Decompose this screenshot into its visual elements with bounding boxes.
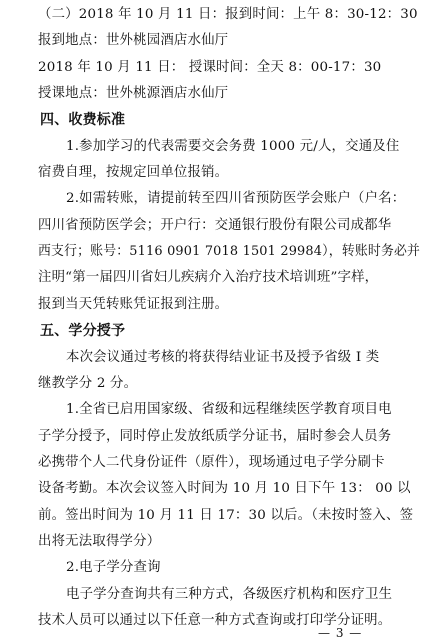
text-line: 子学分授予，同时停止发放纸质学分证书，届时参会人员务 [38,428,392,444]
subsection-heading-credit-query: 2.电子学分查询 [66,560,161,576]
section-heading-fees: 四、收费标准 [40,112,126,129]
text-line: 继教学分 2 分。 [38,375,138,391]
text-line: 出将无法取得学分） [38,533,161,549]
text-line: 本次会议通过考核的将获得结业证书及授予省级 I 类 [66,349,380,365]
text-line: （二）2018 年 10 月 11 日：报到时间：上午 8：30-12：30 [38,7,418,22]
text-line: 必携带个人二代身份证件（原件），现场通过电子学分刷卡 [38,454,385,470]
text-line: 注明“第一届四川省妇儿疾病介入治疗技术培训班”字样， [38,270,379,286]
text-line: 电子学分查询共有三种方式，各级医疗机构和医疗卫生 [66,586,393,602]
text-line: 报到地点：世外桃园酒店水仙厅 [38,33,229,49]
page-number: — 3 — [318,626,363,640]
text-line: 1.全省已启用国家级、省级和远程继续医学教育项目电 [66,402,392,418]
text-line: 2018 年 10 月 11 日： 授课时间：全天 8：00-17：30 [38,59,382,75]
text-line: 技术人员可以通过以下任意一种方式查询或打印学分证明。 [38,613,392,628]
text-line: 四川省预防医学会；开户行：交通银行股份有限公司成都华 [38,217,392,233]
section-heading-credits: 五、学分授予 [40,323,126,340]
text-line: 西支行；账号：5116 0901 7018 1501 29984），转账时务必并 [38,244,421,260]
text-line: 前。签出时间为 10 月 11 日 17：30 以后。（未按时签入、签 [38,507,414,523]
text-line: 2.如需转账，请提前转至四川省预防医学会账户（户名： [66,191,406,207]
text-line: 设备考勤。本次会议签入时间为 10 月 10 日下午 13： 00 以 [38,481,411,497]
text-line: 授课地点：世外桃源酒店水仙厅 [38,86,229,102]
text-line: 报到当天凭转账凭证报到注册。 [38,296,229,312]
text-line: 宿费自理，按规定回单位报销。 [38,165,229,181]
text-line: 1.参加学习的代表需要交会务费 1000 元/人，交通及住 [66,138,400,154]
